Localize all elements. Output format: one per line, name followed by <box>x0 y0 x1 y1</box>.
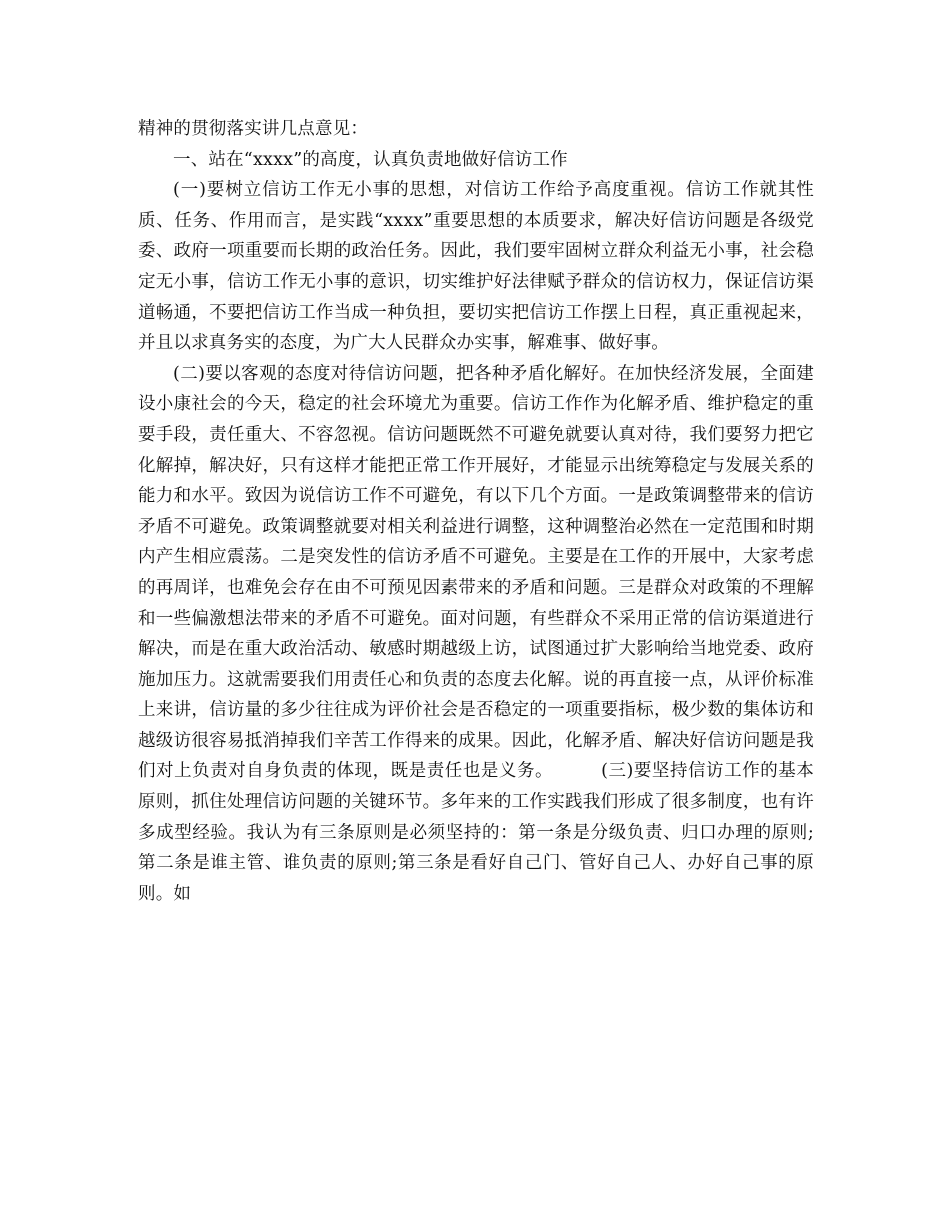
paragraph-point-2 <box>138 359 814 910</box>
paragraph-point-1: (一)要树立信访工作无小事的思想，对信访工作给予高度重视。信访工作就其性质、任务、作用而言，是实践“xxxx”重要思想的本质要求，解决好信访问题是各级党委、政府一项重要而长期的政治任务。因此，我们要牢固树立群众利益无小事，社会稳定无小事，信访工作无小事的意识，切实维护好法律赋予群众的信访权力，保证信访渠道畅通，不要把信访工作当成一种负担，要切实把信访工作摆上日程，真正重视起来，并且以求真务实的态度，为广大人民群众办实事，解难事、做好事。 <box>138 180 814 354</box>
document-body <box>138 114 814 909</box>
paragraph-point-3-text: (三)要坚持信访工作的基本原则，抓住处理信访问题的关键环节。多年来的工作实践我们形成了很多制度，也有许多成型经验。我认为有三条原则是必须坚持的：第一条是分级负责、归口办理的原则;第二条是谁主管、谁负责的原则;第三条是看好自己门、管好自己人、办好自己事的原则。如 <box>138 761 814 904</box>
lead-line: 精神的贯彻落实讲几点意见： <box>138 119 369 139</box>
section-heading: 一、站在“xxxx”的高度，认真负责地做好信访工作 <box>173 149 568 170</box>
paragraph-point-2-text: (二)要以客观的态度对待信访问题，把各种矛盾化解好。在加快经济发展，全面建设小康社会的今天，稳定的社会环境尤为重要。信访工作作为化解矛盾、维护稳定的重要手段，责任重大、不容忽视。信访问题既然不可避免就要认真对待，我们要努力把它化解掉，解决好，只有这样才能把正常工作开展好，才能显示出统筹稳定与发展关系的能力和水平。致因为说信访工作不可避免，有以下几个方面。一是政策调整带来的信访矛盾不可避免。政策调整就要对相关利益进行调整，这种调整治必然在一定范围和时期内产生相应震荡。二是突发性的信访矛盾不可避免。主要是在工作的开展中，大家考虑的再周详，也难免会存在由不可预见因素带来的矛盾和问题。三是群众对政策的不理解和一些偏激想法带来的矛盾不可避免。面对问题，有些群众不采用正常的信访渠道进行解决，而是在重大政治活动、敏感时期越级上访，试图通过扩大影响给当地党委、政府施加压力。这就需要我们用责任心和负责的态度去化解。说的再直接一点，从评价标准上来讲，信访量的多少往往成为评价社会是否稳定的一项重要指标，极少数的集体访和越级访很容易抵消掉我们辛苦工作得来的成果。因此，化解矛盾、解决好信访问题是我们对上负责对自身负责的体现，既是责任也是义务。 <box>138 363 814 782</box>
